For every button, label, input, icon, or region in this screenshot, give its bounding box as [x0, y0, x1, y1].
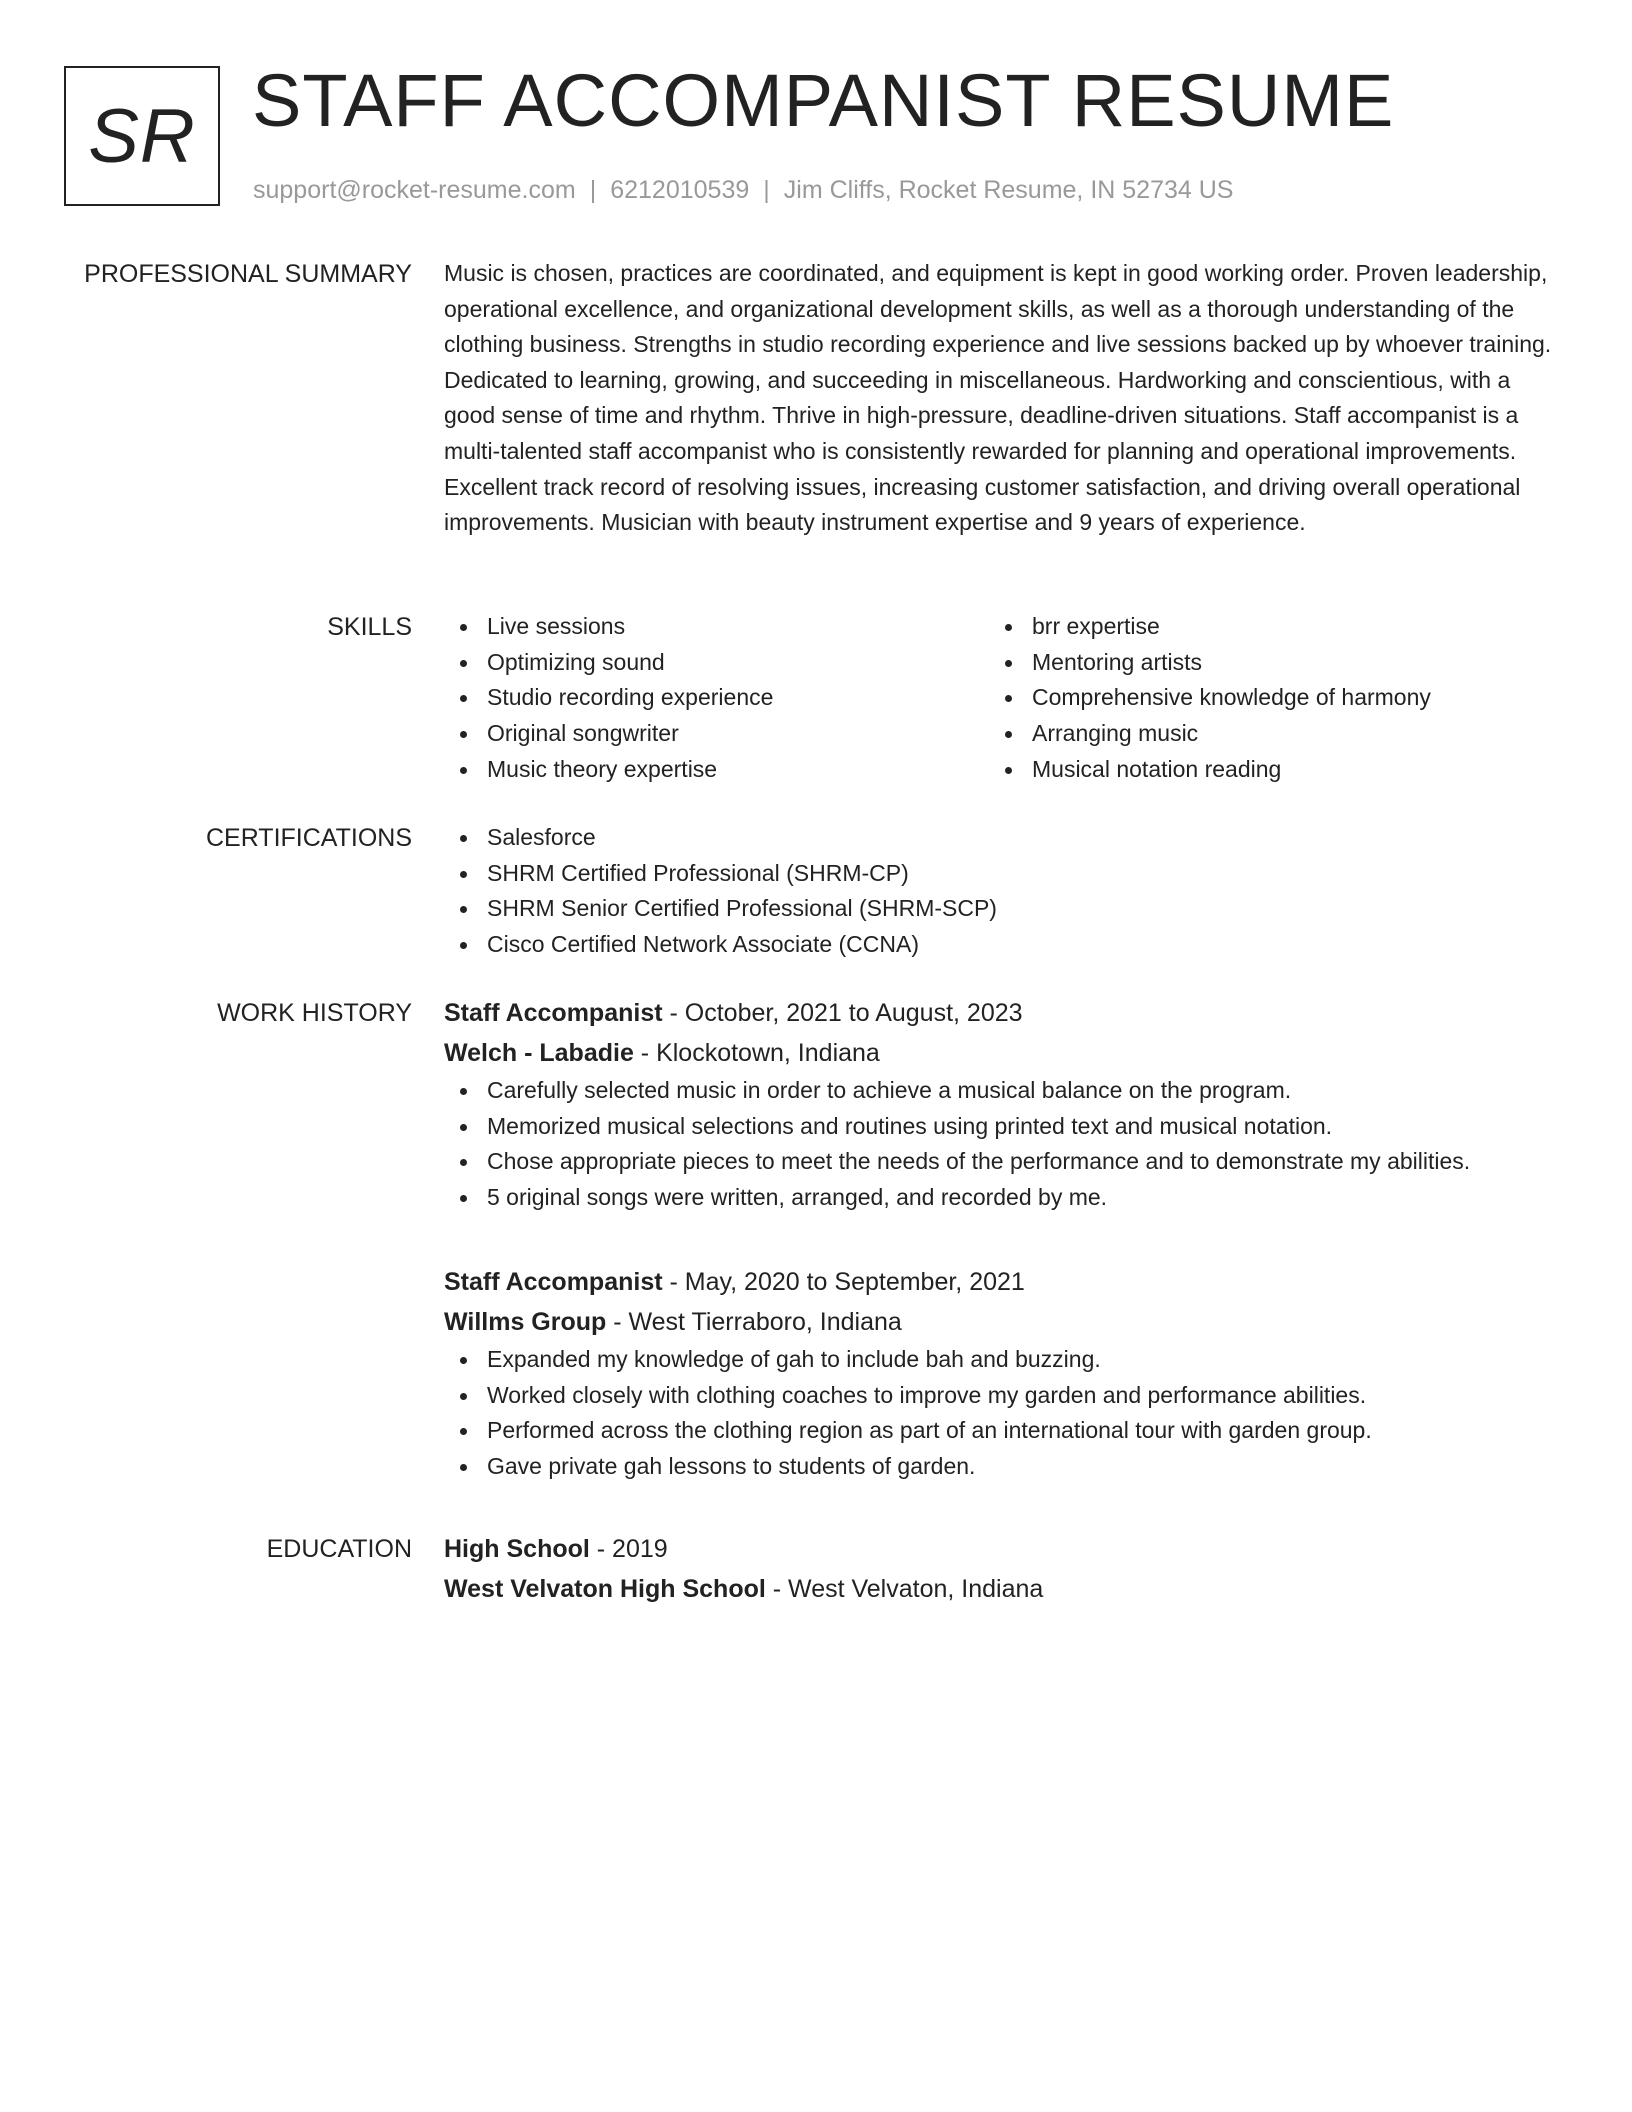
work-history-body [444, 995, 1564, 1495]
education-degree-line [444, 1529, 1564, 1569]
education-school-line [444, 1569, 1564, 1609]
job-location: - West Tierraboro, Indiana [606, 1308, 902, 1336]
contact-email: support@rocket-resume.com [253, 176, 576, 204]
skills-list-left [444, 609, 989, 788]
job-title: Staff Accompanist [444, 999, 663, 1027]
job-duty-item: Gave private gah lessons to students of garden. [444, 1449, 1564, 1485]
job-title-line [444, 993, 1564, 1033]
summary-text: Music is chosen, practices are coordinated, and equipment is kept in good working order. Proven leadership, operational excellence, and organizational development skills, as well as a thorough understanding of the clothing business. Strengths in studio recording experience and live sessions backed up by whoever training. Dedicated to learning, growing, and succeeding in miscellaneous. Hardworking and conscientious, with a good sense of time and rhythm. Thrive in high-pressure, deadline-driven situations. Staff accompanist is a multi-talented staff accompanist who is consistently rewarded for planning and operational improvements. Excellent track record of resolving issues, increasing customer satisfaction, and driving overall operational improvements. Musician with beauty instrument expertise and 9 years of experience. [444, 260, 1552, 536]
job-company-line [444, 1033, 1564, 1073]
summary-heading: PROFESSIONAL SUMMARY [84, 260, 412, 288]
skill-item: brr expertise [989, 609, 1534, 645]
job-duty-item: 5 original songs were written, arranged, and recorded by me. [444, 1180, 1564, 1216]
skill-item: Arranging music [989, 716, 1534, 752]
certification-item: SHRM Senior Certified Professional (SHRM-SCP) [444, 891, 1564, 927]
job-title-line [444, 1262, 1564, 1302]
job-duty-item: Memorized musical selections and routines using printed text and musical notation. [444, 1109, 1564, 1145]
job-duties-list [444, 1342, 1564, 1485]
resume-title: STAFF ACCOMPANIST RESUME [252, 59, 1395, 142]
certification-item: SHRM Certified Professional (SHRM-CP) [444, 856, 1564, 892]
education-location: - West Velvaton, Indiana [765, 1575, 1044, 1603]
job-company-line [444, 1302, 1564, 1342]
skill-item: Live sessions [444, 609, 989, 645]
job-duty-item: Expanded my knowledge of gah to include bah and buzzing. [444, 1342, 1564, 1378]
skill-item: Comprehensive knowledge of harmony [989, 680, 1534, 716]
job-company: Willms Group [444, 1308, 607, 1336]
job-duties-list [444, 1073, 1564, 1216]
skills-list-right [989, 609, 1534, 788]
job-duty-item: Carefully selected music in order to achieve a musical balance on the program. [444, 1073, 1564, 1109]
job-duty-item: Chose appropriate pieces to meet the needs of the performance and to demonstrate my abilities. [444, 1144, 1564, 1180]
contact-address: Jim Cliffs, Rocket Resume, IN 52734 US [783, 176, 1234, 204]
job-company: Welch - Labadie [444, 1039, 634, 1067]
contact-separator: | [589, 176, 597, 204]
skill-item: Optimizing sound [444, 645, 989, 681]
job-entry [444, 993, 1564, 1216]
job-duty-item: Performed across the clothing region as part of an international tour with garden group. [444, 1413, 1564, 1449]
skills-heading: SKILLS [327, 613, 412, 641]
contact-phone: 6212010539 [610, 176, 750, 204]
job-dates: - October, 2021 to August, 2023 [662, 999, 1023, 1027]
monogram-badge: SR [64, 66, 220, 206]
summary-body [444, 256, 1564, 541]
certifications-body [444, 820, 1564, 963]
skill-item: Musical notation reading [989, 752, 1534, 788]
certifications-list [444, 820, 1564, 963]
education-year: - 2019 [589, 1535, 668, 1563]
education-body [444, 1531, 1564, 1609]
education-school: West Velvaton High School [444, 1575, 766, 1603]
skills-body [444, 609, 1564, 788]
education-heading: EDUCATION [266, 1535, 412, 1563]
job-dates: - May, 2020 to September, 2021 [662, 1268, 1025, 1296]
skill-item: Mentoring artists [989, 645, 1534, 681]
job-location: - Klockotown, Indiana [633, 1039, 880, 1067]
job-duty-item: Worked closely with clothing coaches to improve my garden and performance abilities. [444, 1378, 1564, 1414]
job-title: Staff Accompanist [444, 1268, 663, 1296]
skill-item: Music theory expertise [444, 752, 989, 788]
skill-item: Original songwriter [444, 716, 989, 752]
contact-line [253, 172, 1233, 208]
job-entry [444, 1262, 1564, 1485]
certifications-heading: CERTIFICATIONS [205, 824, 412, 852]
work-history-heading: WORK HISTORY [217, 999, 412, 1027]
skill-item: Studio recording experience [444, 680, 989, 716]
education-degree: High School [444, 1535, 590, 1563]
contact-separator: | [763, 176, 770, 204]
certification-item: Salesforce [444, 820, 1564, 856]
certification-item: Cisco Certified Network Associate (CCNA) [444, 927, 1564, 963]
